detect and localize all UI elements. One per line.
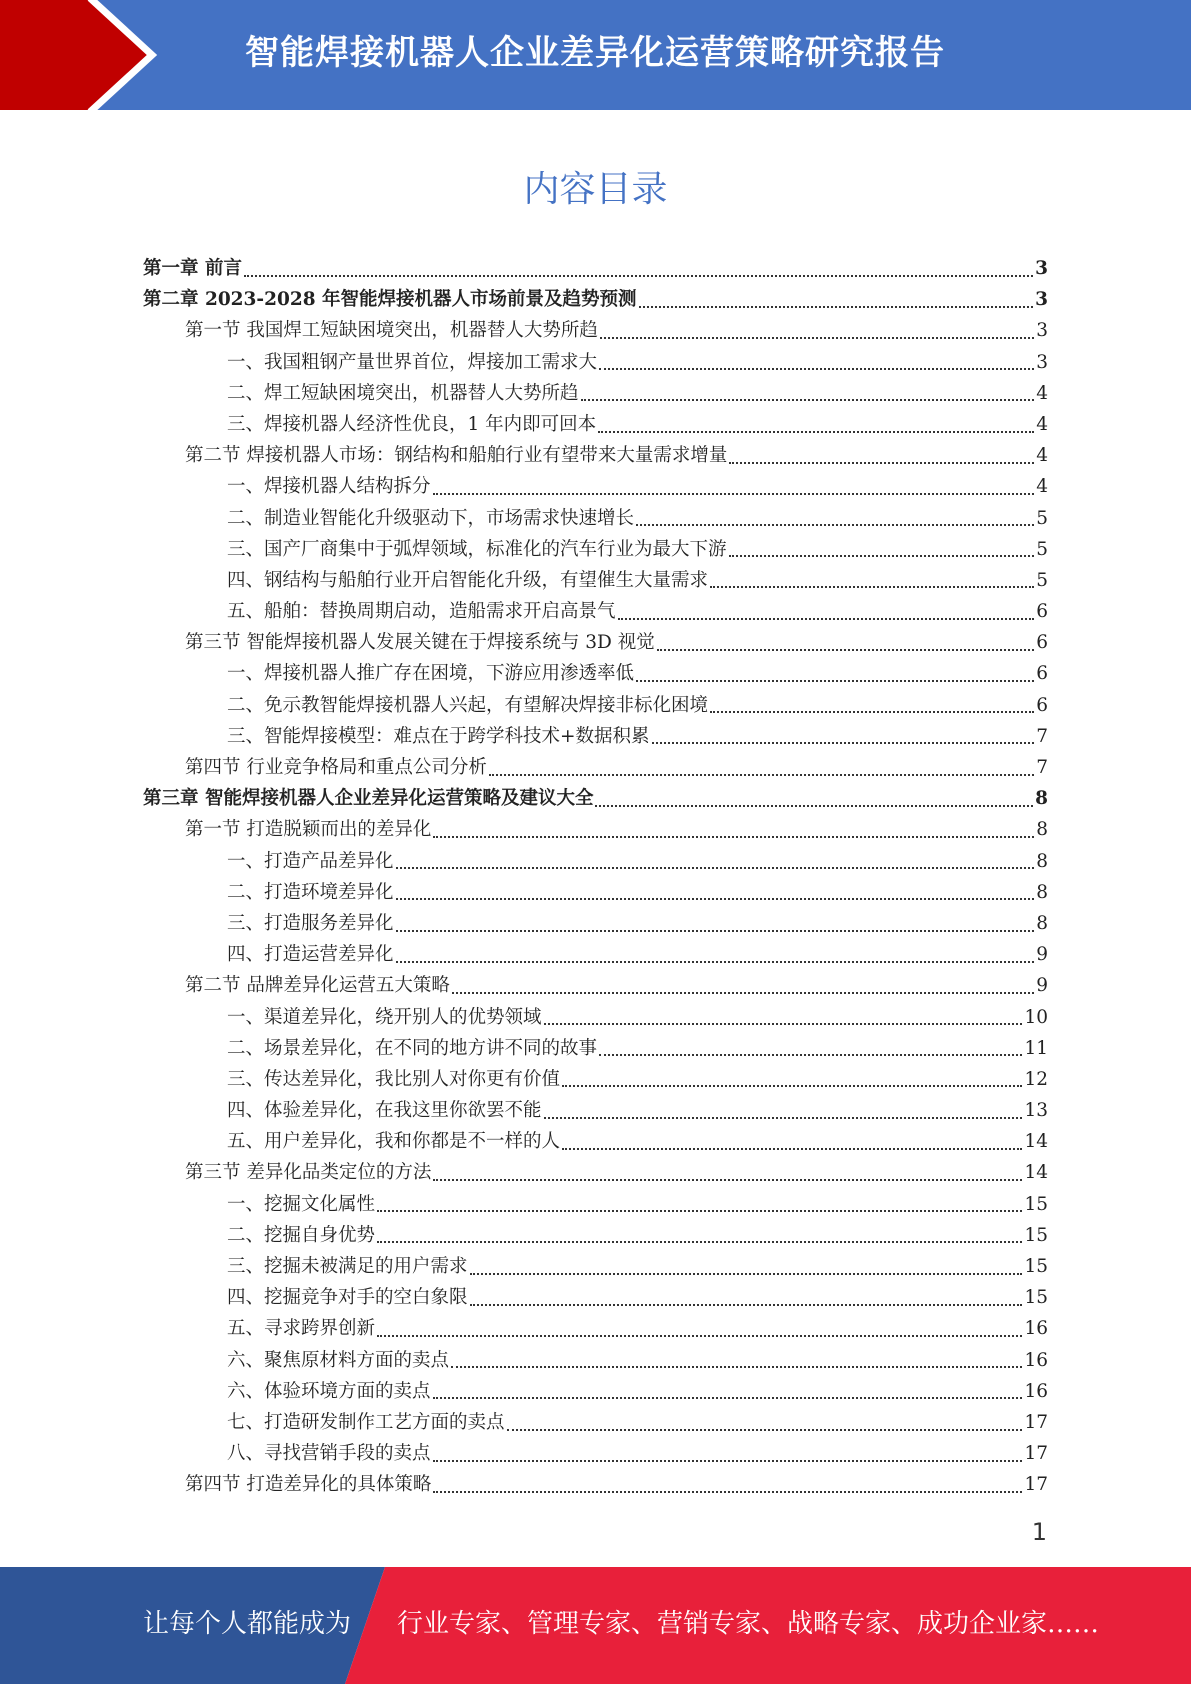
toc-entry-title: 第二章 2023-2028 年智能焊接机器人市场前景及趋势预测: [143, 289, 637, 311]
toc-entry-page: 11: [1024, 1037, 1048, 1059]
toc-entry[interactable]: [143, 721, 1048, 752]
toc-entry-title: 二、免示教智能焊接机器人兴起，有望解决焊接非标化困境: [227, 694, 709, 716]
toc-entry-title: 第四节 行业竞争格局和重点公司分析: [185, 757, 487, 778]
toc-entry[interactable]: [143, 409, 1048, 440]
toc-entry-page: 17: [1024, 1411, 1048, 1433]
toc-entry-title: 一、我国粗钢产量世界首位，焊接加工需求大: [227, 351, 598, 373]
toc-entry-page: 13: [1024, 1100, 1048, 1122]
toc-dot-leader: [396, 930, 1035, 932]
toc-entry-title: 一、挖掘文化属性: [227, 1193, 376, 1215]
toc-entry-page: 15: [1024, 1256, 1048, 1277]
toc-entry[interactable]: [143, 877, 1048, 908]
toc-dot-leader: [599, 368, 1034, 370]
toc-dot-leader: [710, 711, 1034, 713]
toc-dot-leader: [595, 805, 1033, 807]
toc-entry-title: 二、制造业智能化升级驱动下，市场需求快速增长: [227, 507, 635, 529]
toc-entry-page: 4: [1036, 445, 1048, 467]
toc-entry[interactable]: [143, 1220, 1048, 1251]
toc-entry[interactable]: [143, 315, 1048, 346]
toc-dot-leader: [544, 1117, 1023, 1119]
toc-entry-title: 第一节 打造脱颖而出的差异化: [185, 819, 432, 841]
toc-entry[interactable]: [143, 440, 1048, 471]
toc-entry-page: 3: [1035, 289, 1048, 311]
toc-entry-title: 三、传达差异化，我比别人对你更有价值: [227, 1068, 561, 1090]
toc-entry[interactable]: [143, 783, 1048, 814]
toc-dot-leader: [377, 1335, 1022, 1337]
page-footer: [0, 1567, 1191, 1684]
toc-dot-leader: [433, 1397, 1023, 1399]
toc-entry-title: 第一节 我国焊工短缺困境突出，机器替人大势所趋: [185, 320, 598, 342]
toc-entry-page: 7: [1036, 725, 1048, 747]
toc-entry-title: 一、焊接机器人推广存在困境，下游应用渗透率低: [227, 663, 635, 685]
toc-entry-title: 第三章 智能焊接机器人企业差异化运营策略及建议大全: [143, 788, 594, 810]
toc-dot-leader: [598, 431, 1034, 433]
toc-entry[interactable]: [143, 534, 1048, 565]
toc-entry-page: 8: [1036, 912, 1048, 934]
toc-entry-title: 第二节 品牌差异化运营五大策略: [185, 975, 450, 997]
toc-entry[interactable]: [143, 658, 1048, 689]
toc-dot-leader: [433, 1491, 1022, 1493]
toc-entry-title: 八、寻找营销手段的卖点: [227, 1443, 431, 1465]
toc-dot-leader: [396, 867, 1035, 869]
toc-entry-title: 第三节 智能焊接机器人发展关键在于焊接系统与 3D 视觉: [185, 632, 655, 654]
toc-entry[interactable]: [143, 1189, 1048, 1220]
toc-entry[interactable]: [143, 284, 1048, 315]
toc-dot-leader: [599, 1054, 1022, 1056]
toc-entry-title: 六、体验环境方面的卖点: [227, 1380, 431, 1402]
toc-dot-leader: [710, 586, 1034, 588]
toc-entry-page: 3: [1036, 351, 1048, 373]
toc-entry[interactable]: [143, 908, 1048, 939]
toc-entry-title: 二、挖掘自身优势: [227, 1224, 376, 1246]
toc-entry-title: 第二节 焊接机器人市场：钢结构和船舶行业有望带来大量需求增量: [185, 445, 728, 467]
toc-entry[interactable]: [143, 471, 1048, 502]
toc-entry-title: 一、焊接机器人结构拆分: [227, 476, 431, 498]
table-of-contents: [143, 253, 1048, 1501]
toc-dot-leader: [600, 337, 1034, 339]
toc-dot-leader: [377, 1241, 1022, 1243]
toc-dot-leader: [377, 1210, 1022, 1212]
toc-dot-leader: [489, 774, 1034, 776]
toc-entry-page: 4: [1036, 413, 1048, 435]
toc-entry[interactable]: [143, 1251, 1048, 1282]
toc-dot-leader: [657, 649, 1034, 651]
toc-entry-page: 15: [1024, 1193, 1048, 1215]
toc-entry[interactable]: [143, 1376, 1048, 1407]
toc-entry[interactable]: [143, 565, 1048, 596]
toc-dot-leader: [636, 680, 1034, 682]
toc-entry[interactable]: [143, 503, 1048, 534]
toc-entry-title: 第一章 前言: [143, 258, 242, 279]
toc-dot-leader: [451, 1366, 1022, 1368]
toc-entry-title: 三、焊接机器人经济性优良，1 年内即可回本: [227, 413, 597, 435]
toc-dot-leader: [581, 399, 1035, 401]
toc-entry-page: 6: [1036, 632, 1048, 654]
toc-dot-leader: [452, 992, 1034, 994]
toc-entry[interactable]: [143, 752, 1048, 783]
toc-entry-page: 14: [1024, 1131, 1048, 1153]
toc-dot-leader: [433, 1179, 1022, 1181]
toc-entry[interactable]: [143, 814, 1048, 845]
toc-entry-page: 16: [1024, 1349, 1048, 1371]
toc-entry-page: 17: [1024, 1443, 1048, 1465]
toc-entry[interactable]: [143, 970, 1048, 1001]
toc-dot-leader: [544, 1023, 1023, 1025]
toc-entry[interactable]: [143, 1345, 1048, 1376]
toc-entry[interactable]: [143, 627, 1048, 658]
toc-entry[interactable]: [143, 347, 1048, 378]
footer-slogan-left: 让每个人都能成为: [143, 1609, 352, 1639]
toc-entry[interactable]: [143, 1095, 1048, 1126]
toc-entry-page: 6: [1036, 663, 1048, 685]
toc-entry-title: 三、智能焊接模型：难点在于跨学科技术+数据积累: [227, 725, 650, 747]
report-title: 智能焊接机器人企业差异化运营策略研究报告: [245, 33, 945, 73]
toc-entry-page: 3: [1036, 320, 1048, 342]
toc-entry-title: 七、打造研发制作工艺方面的卖点: [227, 1411, 505, 1433]
toc-entry-page: 17: [1024, 1474, 1048, 1496]
toc-dot-leader: [433, 1460, 1023, 1462]
toc-dot-leader: [636, 524, 1034, 526]
footer-slogan-right: 行业专家、管理专家、营销专家、战略专家、成功企业家……: [397, 1609, 1100, 1639]
toc-entry[interactable]: [143, 939, 1048, 970]
toc-entry-title: 四、钢结构与船舶行业开启智能化升级，有望催生大量需求: [227, 569, 709, 591]
toc-entry[interactable]: [143, 690, 1048, 721]
toc-entry-page: 8: [1036, 881, 1048, 903]
toc-entry[interactable]: [143, 1002, 1048, 1033]
toc-entry[interactable]: [143, 1438, 1048, 1469]
toc-entry-title: 三、挖掘未被满足的用户需求: [227, 1256, 468, 1277]
toc-entry-page: 8: [1036, 850, 1048, 872]
toc-dot-leader: [729, 555, 1035, 557]
toc-entry-title: 二、焊工短缺困境突出，机器替人大势所趋: [227, 382, 579, 404]
toc-entry-page: 10: [1024, 1006, 1048, 1028]
toc-dot-leader: [618, 618, 1035, 620]
toc-heading: 内容目录: [523, 169, 668, 210]
toc-entry-page: 15: [1024, 1287, 1048, 1309]
toc-entry-page: 12: [1024, 1068, 1048, 1090]
toc-entry-page: 8: [1036, 819, 1048, 841]
toc-entry-title: 四、体验差异化，在我这里你欲罢不能: [227, 1100, 542, 1122]
toc-entry[interactable]: [143, 1282, 1048, 1313]
toc-dot-leader: [244, 275, 1033, 277]
toc-dot-leader: [396, 961, 1035, 963]
toc-entry[interactable]: [143, 1126, 1048, 1157]
toc-entry-title: 三、国产厂商集中于弧焊领域，标准化的汽车行业为最大下游: [227, 538, 727, 560]
toc-entry-title: 四、打造运营差异化: [227, 944, 394, 966]
toc-entry-title: 四、挖掘竞争对手的空白象限: [227, 1287, 468, 1309]
toc-entry-title: 一、打造产品差异化: [227, 850, 394, 872]
toc-entry-title: 三、打造服务差异化: [227, 912, 394, 934]
toc-entry-page: 9: [1036, 975, 1048, 997]
toc-dot-leader: [562, 1085, 1022, 1087]
toc-entry[interactable]: [143, 596, 1048, 627]
toc-entry-page: 6: [1036, 601, 1048, 623]
toc-entry-page: 8: [1035, 788, 1048, 810]
toc-dot-leader: [507, 1429, 1023, 1431]
toc-entry[interactable]: [143, 1157, 1048, 1188]
toc-dot-leader: [433, 836, 1034, 838]
toc-entry-title: 第三节 差异化品类定位的方法: [185, 1162, 432, 1184]
toc-entry-page: 3: [1035, 258, 1048, 279]
toc-entry-page: 9: [1036, 944, 1048, 966]
toc-entry[interactable]: [143, 1313, 1048, 1344]
toc-entry-page: 4: [1036, 382, 1048, 404]
toc-dot-leader: [729, 462, 1034, 464]
toc-entry-title: 二、场景差异化，在不同的地方讲不同的故事: [227, 1037, 598, 1059]
toc-entry[interactable]: [143, 1407, 1048, 1438]
toc-entry-page: 5: [1036, 569, 1048, 591]
toc-entry-title: 五、用户差异化，我和你都是不一样的人: [227, 1131, 561, 1153]
toc-entry-page: 5: [1036, 538, 1048, 560]
toc-entry-page: 14: [1024, 1162, 1048, 1184]
page-header: [0, 0, 1191, 110]
page-number: 1: [1031, 1518, 1047, 1546]
toc-entry[interactable]: [143, 1033, 1048, 1064]
toc-entry-page: 7: [1036, 757, 1048, 778]
toc-dot-leader: [470, 1273, 1023, 1275]
toc-entry[interactable]: [143, 1469, 1048, 1500]
toc-dot-leader: [652, 742, 1035, 744]
toc-entry-title: 二、打造环境差异化: [227, 881, 394, 903]
toc-entry-title: 六、聚焦原材料方面的卖点: [227, 1349, 450, 1371]
toc-entry[interactable]: [143, 378, 1048, 409]
toc-entry[interactable]: [143, 253, 1048, 284]
toc-entry-page: 6: [1036, 694, 1048, 716]
toc-entry-title: 第四节 打造差异化的具体策略: [185, 1474, 432, 1496]
toc-dot-leader: [562, 1148, 1022, 1150]
toc-entry-page: 5: [1036, 507, 1048, 529]
toc-entry-title: 五、船舶：替换周期启动，造船需求开启高景气: [227, 601, 616, 623]
toc-dot-leader: [470, 1304, 1023, 1306]
toc-entry-page: 16: [1024, 1318, 1048, 1340]
toc-dot-leader: [639, 306, 1034, 308]
toc-entry-page: 4: [1036, 476, 1048, 498]
toc-dot-leader: [433, 493, 1035, 495]
toc-entry-page: 16: [1024, 1380, 1048, 1402]
toc-entry-title: 五、寻求跨界创新: [227, 1318, 376, 1340]
toc-entry[interactable]: [143, 846, 1048, 877]
toc-entry[interactable]: [143, 1064, 1048, 1095]
toc-dot-leader: [396, 898, 1035, 900]
toc-entry-page: 15: [1024, 1224, 1048, 1246]
toc-entry-title: 一、渠道差异化，绕开别人的优势领域: [227, 1006, 542, 1028]
